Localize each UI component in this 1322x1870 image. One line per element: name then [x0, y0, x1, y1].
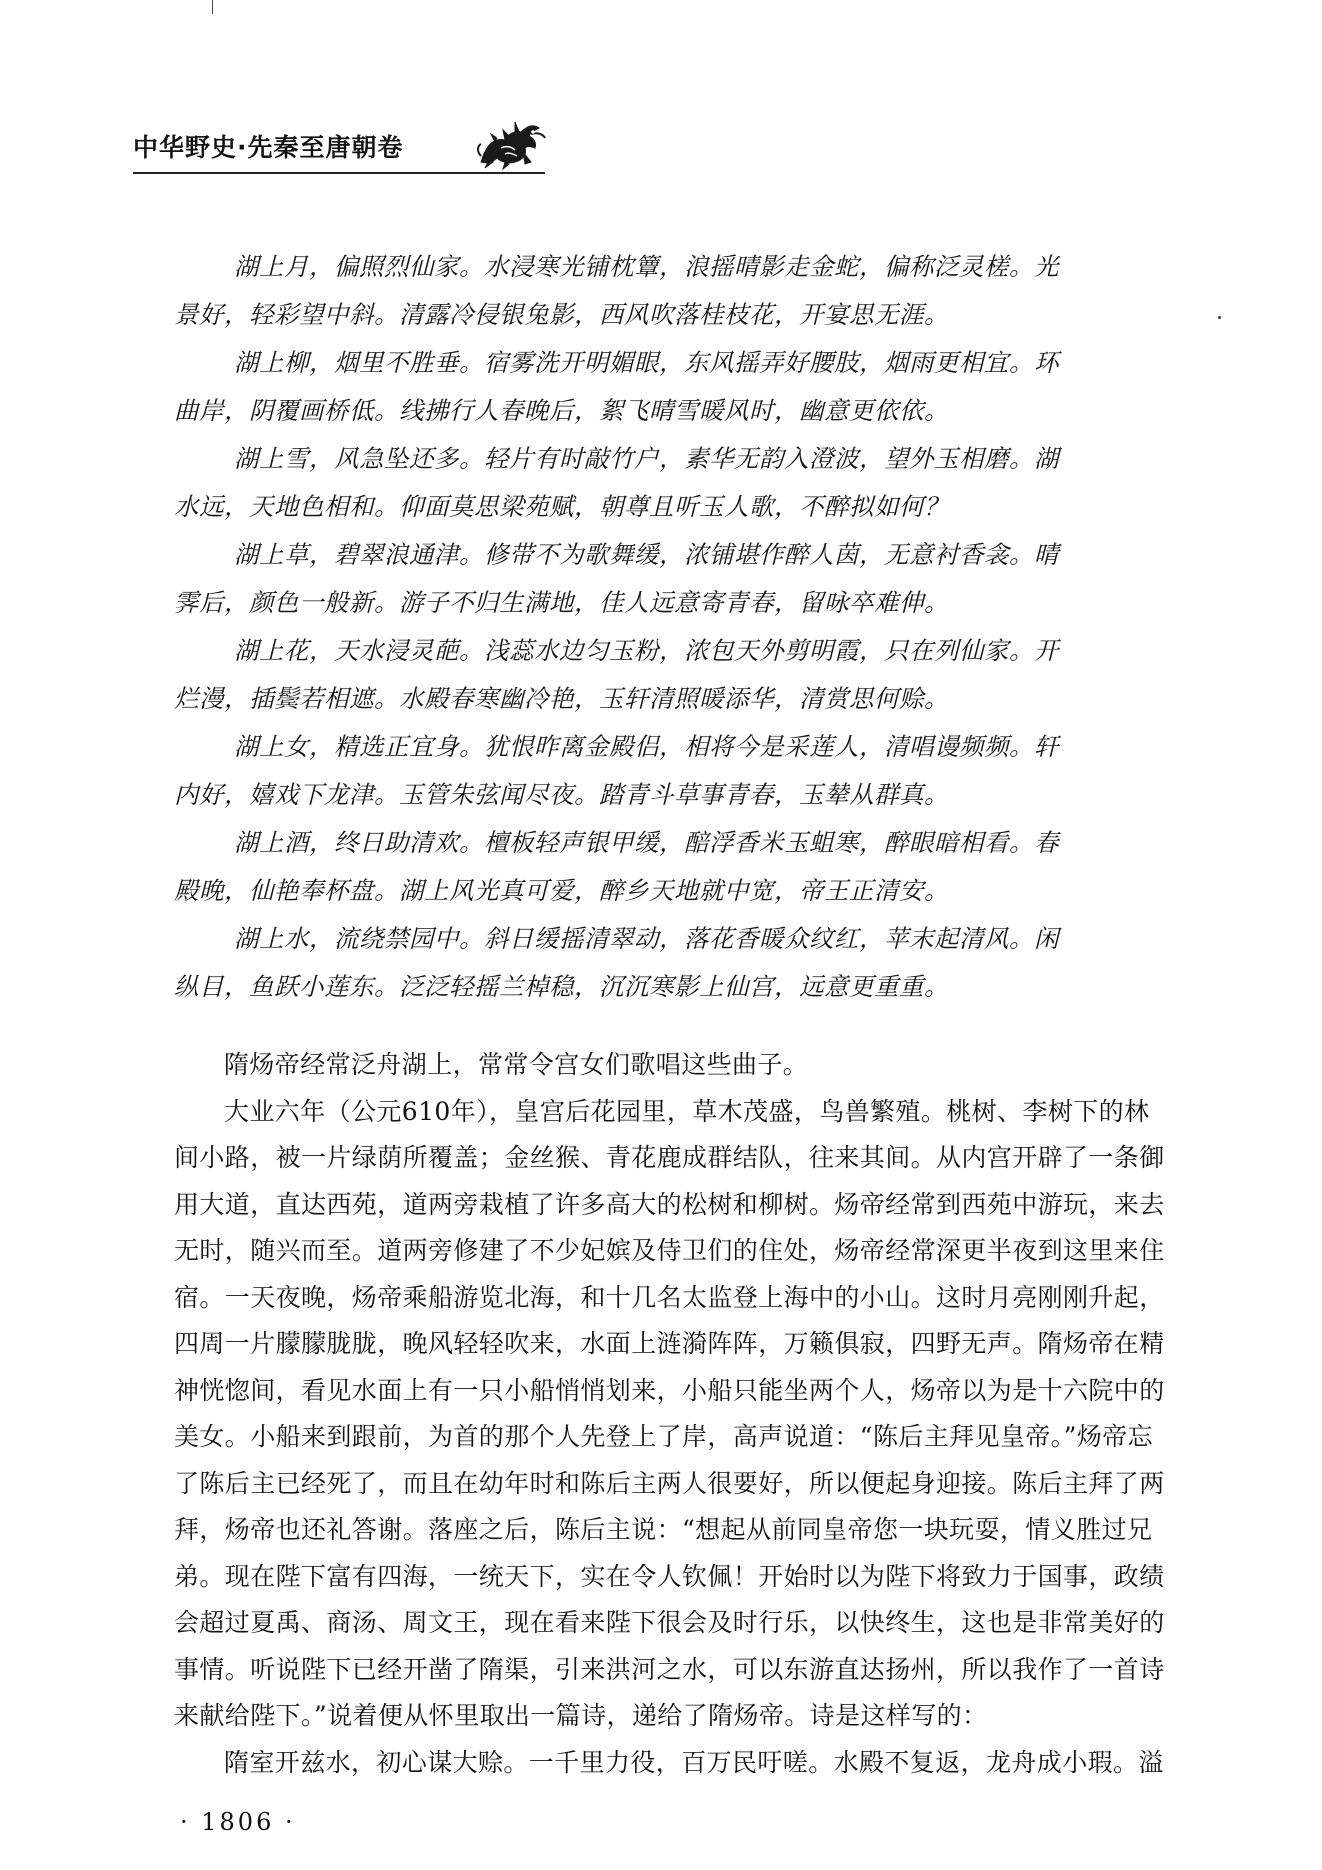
poem-line: 景好，轻彩望中斜。清露冷侵银兔影，西风吹落桂枝花，开宴思无涯。: [174, 300, 949, 329]
poem-stanza: [174, 723, 1164, 819]
prose-line: 会超过夏禹、商汤、周文王，现在看来陛下很会及时行乐，以快终生，这也是非常美好的: [174, 1608, 1165, 1637]
poem-line: 湖上草，碧翠浪通津。修带不为歌舞缓，浓铺堪作醉人茵，无意衬香衾。晴: [234, 540, 1059, 569]
prose-line: 美女。小船来到跟前，为首的那个人先登上了岸，高声说道：“陈后主拜见皇帝。”炀帝忘: [174, 1422, 1154, 1451]
poem-line: 内好，嬉戏下龙津。玉管朱弦闻尽夜。踏青斗草事青春，玉辇从群真。: [174, 780, 949, 809]
page-number: · 1806 ·: [180, 1808, 296, 1836]
prose-line: 用大道，直达西苑，道两旁栽植了许多高大的松树和柳树。炀帝经常到西苑中游玩，来去: [174, 1189, 1165, 1219]
prose-line: 四周一片朦朦胧胧，晚风轻轻吹来，水面上涟漪阵阵，万籁俱寂，四野无声。隋炀帝在精: [174, 1329, 1165, 1358]
scan-speck: [1218, 316, 1221, 319]
prose-line: 弟。现在陛下富有四海，一统天下，实在令人钦佩！开始时以为陛下将致力于国事，政绩: [174, 1561, 1165, 1591]
poem-line: 湖上雪，风急坠还多。轻片有时敲竹户，素华无韵入澄波，望外玉相磨。湖: [234, 444, 1059, 473]
poem-line: 霁后，颜色一般新。游子不归生满地，佳人远意寄青春，留咏卒难伸。: [174, 588, 949, 617]
poem-line: 湖上月，偏照烈仙家。水浸寒光铺枕簟，浪摇晴影走金蛇，偏称泛灵槎。光: [234, 252, 1059, 281]
poem-line: 湖上水，流绕禁园中。斜日缓摇清翠动，落花香暖众纹红，苹末起清风。闲: [234, 924, 1059, 953]
prose-line: 了陈后主已经死了，而且在幼年时和陈后主两人很要好，所以便起身迎接。陈后主拜了两: [174, 1468, 1165, 1498]
poem: [174, 243, 1164, 1011]
poem-line: 纵目，鱼跃小莲东。泛泛轻摇兰棹稳，沉沉寒影上仙宫，远意更重重。: [174, 972, 949, 1001]
poem-stanza: [174, 627, 1164, 723]
dragon-icon: [475, 112, 547, 170]
running-header: [133, 112, 543, 172]
prose-line: 来献给陛下。”说着便从怀里取出一篇诗，递给了隋炀帝。诗是这样写的：: [174, 1701, 988, 1730]
poem-line: 湖上酒，终日助清欢。檀板轻声银甲缓，醅浮香米玉蛆寒，醉眼暗相看。春: [234, 828, 1059, 857]
poem-stanza: [174, 339, 1164, 435]
running-header-title: 中华野史·先秦至唐朝卷: [133, 133, 404, 162]
poem-line: 湖上花，天水浸灵葩。浅蕊水边匀玉粉，浓包天外剪明霞，只在列仙家。开: [234, 636, 1059, 665]
poem-line: 水远，天地色相和。仰面莫思梁苑赋，朝尊且听玉人歌，不醉拟如何？: [174, 492, 949, 521]
poem-stanza: [174, 531, 1164, 627]
prose-line: 神恍惚间，看见水面上有一只小船悄悄划来，小船只能坐两个人，炀帝以为是十六院中的: [174, 1375, 1165, 1405]
poem-line: 湖上柳，烟里不胜垂。宿雾洗开明媚眼，东风摇弄好腰肢，烟雨更相宜。环: [234, 348, 1059, 377]
prose-line: 大业六年（公元610年），皇宫后花园里，草木茂盛，鸟兽繁殖。桃树、李树下的林: [224, 1096, 1150, 1126]
poem-stanza: [174, 915, 1164, 1011]
poem-stanza: [174, 243, 1164, 339]
poem-line: 曲岸，阴覆画桥低。线拂行人春晚后，絮飞晴雪暖风时，幽意更依依。: [174, 396, 949, 425]
poem-line: 殿晚，仙艳奉杯盘。湖上风光真可爱，醉乡天地就中宽，帝王正清安。: [174, 876, 949, 905]
poem-line: 烂漫，插鬓若相遮。水殿春寒幽冷艳，玉轩清照暖添华，清赏思何赊。: [174, 684, 949, 713]
poem-stanza: [174, 435, 1164, 531]
prose-line: 拜，炀帝也还礼答谢。落座之后，陈后主说：“想起从前同皇帝您一块玩耍，情义胜过兄: [174, 1515, 1153, 1544]
prose-line: 宿。一天夜晚，炀帝乘船游览北海，和十几名太监登上海中的小山。这时月亮刚刚升起，: [174, 1282, 1165, 1312]
poem-stanza: [174, 819, 1164, 915]
prose-line: 无时，随兴而至。道两旁修建了不少妃嫔及侍卫们的住处，炀帝经常深更半夜到这里来住: [174, 1236, 1165, 1265]
scan-speck: [212, 0, 213, 14]
prose-line: 事情。听说陛下已经开凿了隋渠，引来洪河之水，可以东游直达扬州，所以我作了一首诗: [174, 1654, 1165, 1684]
prose-line: 间小路，被一片绿荫所覆盖；金丝猴、青花鹿成群结队，往来其间。从内宫开辟了一条御: [174, 1143, 1165, 1172]
header-rule: [133, 172, 545, 174]
prose-line: 隋炀帝经常泛舟湖上，常常令宫女们歌唱这些曲子。: [224, 1050, 809, 1079]
prose-line: 隋室开兹水，初心谋大赊。一千里力役，百万民吁嗟。水殿不复返，龙舟成小瑕。溢: [224, 1747, 1164, 1777]
poem-line: 湖上女，精选正宜身。犹恨昨离金殿侣，相将今是采莲人，清唱谩频频。轩: [234, 732, 1059, 761]
prose-body: [174, 1042, 1214, 1786]
